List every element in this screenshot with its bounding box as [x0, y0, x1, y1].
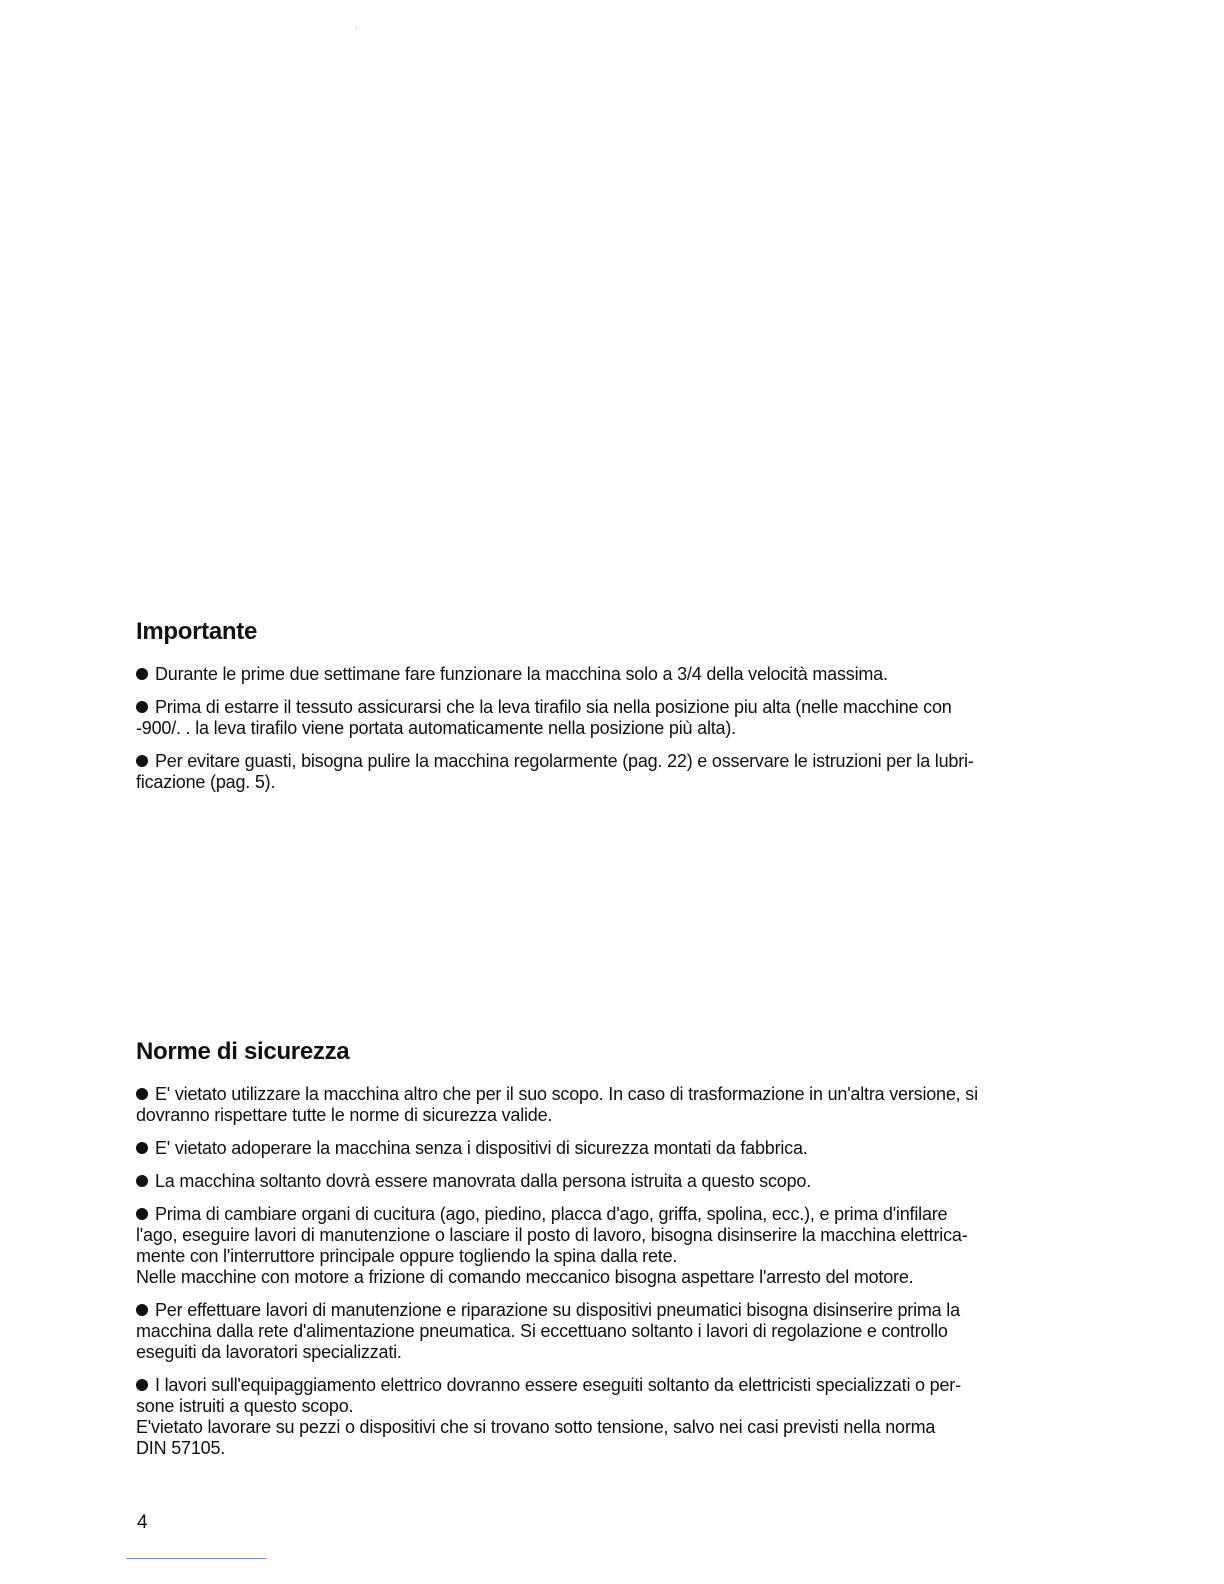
paragraph-text: macchina dalla rete d'alimentazione pneumatica. Si eccettuano soltanto i lavori di regolazione e controllo: [136, 1321, 948, 1341]
paragraph-text: E' vietato adoperare la macchina senza i dispositivi di sicurezza montati da fabbrica.: [155, 1138, 808, 1158]
scan-speck: [356, 28, 357, 29]
paragraph-text: l'ago, eseguire lavori di manutenzione o lasciare il posto di lavoro, bisogna disinserire la macchina elettrica-: [136, 1225, 968, 1245]
paragraph-text: mente con l'interruttore principale oppure togliendo la spina dalla rete.: [136, 1246, 678, 1266]
paragraph-line: [136, 1375, 1108, 1396]
bullet-icon: [136, 1088, 148, 1100]
bullet-icon: [136, 1208, 148, 1220]
paragraph-line: [136, 1105, 1108, 1126]
paragraph-line: [136, 1138, 1108, 1159]
paragraph-text: eseguiti da lavoratori specializzati.: [136, 1342, 402, 1362]
paragraph-line: [136, 1225, 1108, 1246]
bullet-icon: [136, 1175, 148, 1187]
section-heading-importante: Importante: [136, 618, 258, 645]
paragraph-text: DIN 57105.: [136, 1438, 226, 1458]
paragraph-text: dovranno rispettare tutte le norme di sicurezza valide.: [136, 1105, 553, 1125]
paragraph-text: La macchina soltanto dovrà essere manovrata dalla persona istruita a questo scopo.: [155, 1171, 811, 1191]
paragraph-line: [136, 718, 1108, 739]
bullet-paragraph: [136, 1171, 1108, 1192]
bullet-icon: [136, 1379, 148, 1391]
section-importante: [136, 618, 1108, 805]
paragraph-text: Durante le prime due settimane fare funzionare la macchina solo a 3/4 della velocità massima.: [155, 664, 888, 684]
paragraph-text: sone istruiti a questo scopo.: [136, 1396, 354, 1416]
bullet-icon: [136, 1304, 148, 1316]
bullet-icon: [136, 701, 148, 713]
paragraph-line: [136, 1396, 1108, 1417]
paragraph-text: I lavori sull'equipaggiamento elettrico dovranno essere eseguiti soltanto da elettricisti specializzati o per-: [155, 1375, 961, 1395]
paragraph-line: [136, 772, 1108, 793]
paragraph-line: [136, 1267, 1108, 1288]
paragraph-line: [136, 1321, 1108, 1342]
paragraph-text: Per evitare guasti, bisogna pulire la macchina regolarmente (pag. 22) e osservare le istruzioni per la lubri-: [155, 751, 974, 771]
paragraph-text: Prima di estarre il tessuto assicurarsi che la leva tirafilo sia nella posizione piu alta (nelle macchine con: [155, 697, 952, 717]
bullet-paragraph: [136, 751, 1108, 793]
paragraph-text: Nelle macchine con motore a frizione di comando meccanico bisogna aspettare l'arresto del motore.: [136, 1267, 914, 1287]
bullet-paragraph: [136, 697, 1108, 739]
bullet-paragraph: [136, 1300, 1108, 1363]
paragraph-text: Prima di cambiare organi di cucitura (ago, piedino, placca d'ago, griffa, spolina, ecc.), e prima d'infilare: [155, 1204, 948, 1224]
paragraph-line: [136, 1417, 1108, 1438]
paragraph-line: [136, 1342, 1108, 1363]
bullet-icon: [136, 668, 148, 680]
page-number: 4: [137, 1512, 148, 1533]
footer-rule: [126, 1558, 267, 1559]
paragraph-text: Per effettuare lavori di manutenzione e riparazione su dispositivi pneumatici bisogna disinserire prima la: [155, 1300, 960, 1320]
paragraph-text: E'vietato lavorare su pezzi o dispositivi che si trovano sotto tensione, salvo nei casi previsti nella norma: [136, 1417, 936, 1437]
paragraph-text: -900/. . la leva tirafilo viene portata automaticamente nella posizione più alta).: [136, 718, 736, 738]
paragraph-line: [136, 664, 1108, 685]
paragraph-line: [136, 1204, 1108, 1225]
bullet-paragraph: [136, 1375, 1108, 1459]
bullet-paragraph: [136, 1084, 1108, 1126]
section-norme-di-sicurezza: [136, 1038, 1108, 1471]
paragraph-line: [136, 1438, 1108, 1459]
bullet-paragraph: [136, 1204, 1108, 1288]
paragraph-line: [136, 1300, 1108, 1321]
section-heading-norme: Norme di sicurezza: [136, 1038, 350, 1065]
paragraph-line: [136, 1084, 1108, 1105]
bullet-paragraph: [136, 664, 1108, 685]
paragraph-text: E' vietato utilizzare la macchina altro che per il suo scopo. In caso di trasformazione in un'altra versione, si: [155, 1084, 978, 1104]
paragraph-line: [136, 697, 1108, 718]
importante-list: [136, 664, 1108, 793]
bullet-icon: [136, 1142, 148, 1154]
bullet-icon: [136, 755, 148, 767]
bullet-paragraph: [136, 1138, 1108, 1159]
norme-list: [136, 1084, 1108, 1459]
paragraph-line: [136, 1171, 1108, 1192]
paragraph-line: [136, 1246, 1108, 1267]
paragraph-line: [136, 751, 1108, 772]
paragraph-text: ficazione (pag. 5).: [136, 772, 276, 792]
